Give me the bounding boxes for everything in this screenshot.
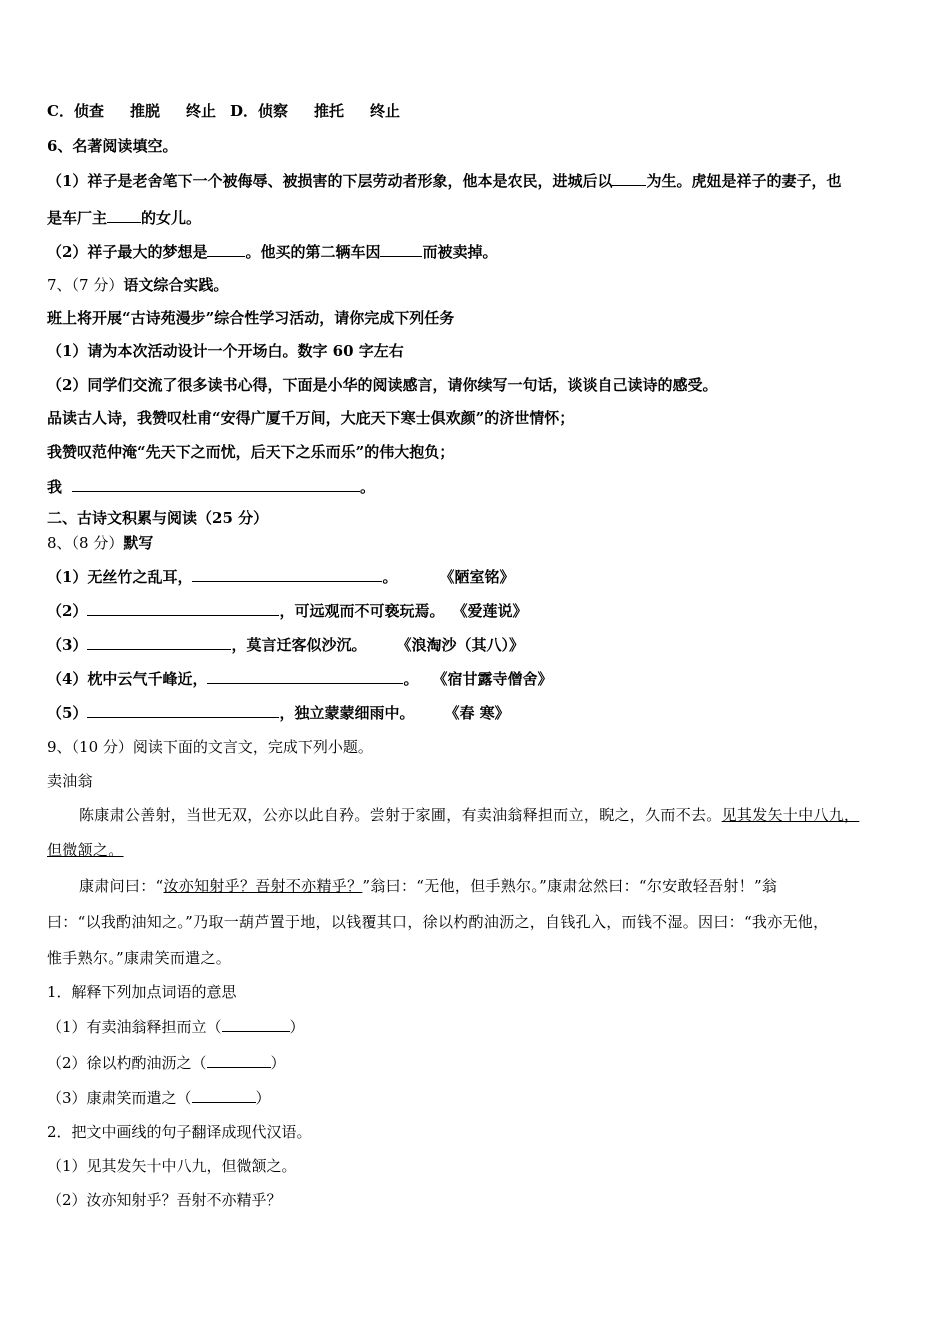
q9-sub1-item2-text: （2）徐以杓酌油沥之（ <box>47 1054 207 1072</box>
q8-line5-text: ，独立蒙蒙细雨中。 <box>279 704 415 722</box>
q8-line2-text: ，可远观而不可亵玩焉。 <box>279 602 445 620</box>
q8-line5 <box>47 702 510 723</box>
q8-line1-end: 。 <box>382 568 398 586</box>
q8-line2 <box>47 600 527 621</box>
q8-line3-text: ，莫言迁客似沙沉。 <box>231 636 367 654</box>
q8-line3-num: （3） <box>47 636 88 654</box>
q8-line3 <box>47 634 524 655</box>
option-c-word3: 终止 <box>185 102 216 120</box>
q9-sub1-item1-close: ） <box>289 1018 305 1036</box>
answer-blank[interactable] <box>87 702 279 718</box>
answer-blank[interactable] <box>207 1052 271 1068</box>
essay-para1-text: 陈康肃公善射，当世无双，公亦以此自矜。尝射于家圃，有卖油翁释担而立，睨之，久而不去。 <box>79 806 722 824</box>
q9-sub1-item3 <box>47 1087 271 1108</box>
underlined-sentence-1-end: 但微颔之。 <box>47 841 124 859</box>
answer-blank[interactable] <box>72 476 360 492</box>
answer-blank[interactable] <box>107 207 141 223</box>
essay-title: 卖油翁 <box>47 772 93 790</box>
q6-item2 <box>47 241 497 262</box>
q9-sub1-item1-text: （1）有卖油翁释担而立（ <box>47 1018 222 1036</box>
q7-sentence3-start: 我 <box>47 478 63 496</box>
option-c: C．侦查 <box>47 102 104 120</box>
answer-blank[interactable] <box>207 241 245 257</box>
essay-para2-line3: 惟手熟尔。”康肃笑而遣之。 <box>47 949 232 967</box>
q6-item1-line2 <box>47 207 201 228</box>
q7-task2: （2）同学们交流了很多读书心得，下面是小华的阅读感言，请你续写一句话，谈谈自己读诗的感受。 <box>47 376 718 394</box>
q8-line4-source: 《宿甘露寺僧舍》 <box>432 670 553 688</box>
q8-line5-num: （5） <box>47 704 88 722</box>
essay-para2-text-c: ”翁曰：“无他，但手熟尔。”康肃忿然曰：“尔安敢轻吾射！”翁 <box>362 877 778 895</box>
q8-line5-source: 《春 寒》 <box>444 704 510 722</box>
option-d-word3: 终止 <box>370 102 401 120</box>
q9-sub2-title: 2．把文中画线的句子翻译成现代汉语。 <box>47 1123 312 1141</box>
q8-line1-source: 《陋室铭》 <box>439 568 515 586</box>
q9-sub1-item3-text: （3）康肃笑而遣之（ <box>47 1089 192 1107</box>
answer-blank[interactable] <box>87 634 231 650</box>
q8-line3-source: 《浪淘沙（其八）》 <box>396 636 524 654</box>
q7-sentence3 <box>47 476 375 497</box>
option-c-word2: 推脱 <box>129 102 160 120</box>
q7-intro: 班上将开展“古诗苑漫步”综合性学习活动，请你完成下列任务 <box>47 309 455 327</box>
q6-title: 6、名著阅读填空。 <box>47 137 178 155</box>
q8-line4-text: （4）枕中云气千峰近， <box>47 670 208 688</box>
q8-line4 <box>47 668 552 689</box>
q9-sub1-item3-close: ） <box>255 1089 271 1107</box>
q6-item1-text-a: （1）祥子是老舍笔下一个被侮辱、被损害的下层劳动者形象，他本是农民，进城后以 <box>47 172 613 190</box>
essay-para2-line1 <box>79 876 777 896</box>
q7-heading <box>47 275 228 295</box>
answer-blank[interactable] <box>207 668 403 684</box>
q7-sentence3-end: 。 <box>360 478 376 496</box>
q8-line1 <box>47 566 514 587</box>
answer-blank[interactable] <box>380 241 422 257</box>
q5-options-line <box>47 101 400 121</box>
q8-heading <box>47 533 153 553</box>
q6-item1-text-c: 是车厂主 <box>47 209 108 227</box>
answer-blank[interactable] <box>192 566 382 582</box>
option-d: D．侦察 <box>229 102 288 120</box>
q7-sentence1: 品读古人诗，我赞叹杜甫“安得广厦千万间，大庇天下寒士俱欢颜”的济世情怀； <box>47 409 575 427</box>
q9-sub1-item2 <box>47 1052 286 1073</box>
q9-sub1-item2-close: ） <box>270 1054 286 1072</box>
q7-sentence2: 我赞叹范仲淹“先天下之而忧，后天下之乐而乐”的伟大抱负； <box>47 443 455 461</box>
answer-blank[interactable] <box>612 170 646 186</box>
q8-line1-text: （1）无丝竹之乱耳， <box>47 568 193 586</box>
q8-line2-num: （2） <box>47 602 88 620</box>
answer-blank[interactable] <box>87 600 279 616</box>
q6-item2-text-b: 。他买的第二辆车因 <box>245 243 381 261</box>
q6-item1-line1 <box>47 170 841 191</box>
q8-number: 8、（8 分） <box>47 534 124 552</box>
section2-title: 二、古诗文积累与阅读（25 分） <box>47 509 269 527</box>
q9-sub2-item2: （2）汝亦知射乎？吾射不亦精乎？ <box>47 1191 282 1209</box>
q6-item2-text-c: 而被卖掉。 <box>422 243 498 261</box>
essay-para1-line1 <box>79 805 859 825</box>
essay-para2-text-a: 康肃问曰：“ <box>79 877 164 895</box>
q8-line2-source: 《爱莲说》 <box>452 602 528 620</box>
underlined-sentence-1: 见其发矢十中八九， <box>721 806 860 824</box>
essay-para2-line2: 曰：“以我酌油知之。”乃取一葫芦置于地，以钱覆其口，徐以杓酌油沥之，自钱孔入，而钱不湿。因曰：“我亦无他， <box>47 913 829 931</box>
q7-number: 7、（7 分） <box>47 276 124 294</box>
q6-item1-text-d: 的女儿。 <box>141 209 202 227</box>
essay-para1-line2 <box>47 840 124 860</box>
q9-title: 9、（10 分）阅读下面的文言文，完成下列小题。 <box>47 738 373 756</box>
answer-blank[interactable] <box>222 1016 290 1032</box>
q9-sub1-item1 <box>47 1016 305 1037</box>
q7-task1: （1）请为本次活动设计一个开场白。数字 60 字左右 <box>47 342 404 360</box>
q9-sub1-title: 1．解释下列加点词语的意思 <box>47 983 237 1001</box>
q9-sub2-item1: （1）见其发矢十中八九，但微颔之。 <box>47 1157 297 1175</box>
underlined-sentence-2: 汝亦知射乎？吾射不亦精乎？ <box>163 877 363 895</box>
q8-title: 默写 <box>123 534 154 552</box>
q8-line4-end: 。 <box>403 670 419 688</box>
q6-item1-text-b: 为生。虎妞是祥子的妻子，也 <box>646 172 842 190</box>
option-d-word2: 推托 <box>314 102 345 120</box>
q7-title: 语文综合实践。 <box>123 276 229 294</box>
q6-item2-text-a: （2）祥子最大的梦想是 <box>47 243 208 261</box>
answer-blank[interactable] <box>192 1087 256 1103</box>
